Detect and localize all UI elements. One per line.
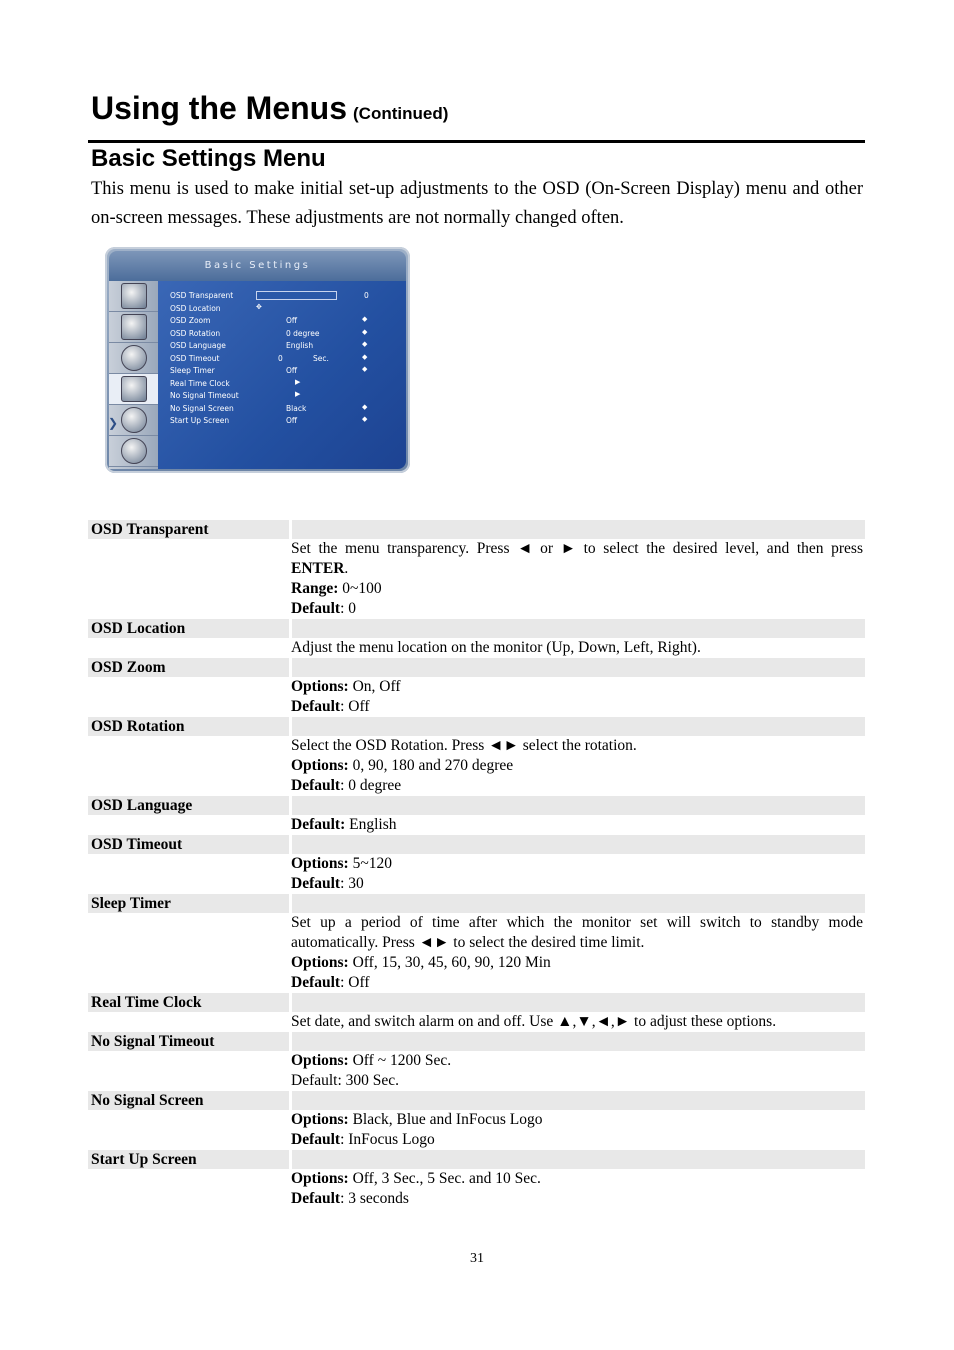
setting-line [291,1071,863,1091]
adjust-icon: ◆ [362,315,368,323]
setting-line-label: Options: [291,1111,349,1128]
adjust-icon: ◆ [362,402,368,411]
setting-header-row [88,894,865,913]
section-title: Basic Settings Menu [91,145,326,172]
osd-tab-audio [109,343,158,374]
page-title-suffix: (Continued) [353,104,449,123]
osd-row-label: No Signal Screen [170,403,234,413]
setting-line-label: Default [291,875,341,892]
setting-line [291,1130,863,1150]
setting-name: OSD Location [91,620,186,637]
setting-line-label: Default [291,777,341,794]
picture-tools-icon [121,283,147,309]
setting-line-text: : 0 [340,600,357,617]
setting-line-text: 0, 90, 180 and 270 degree [348,757,514,774]
setting-line [291,1051,863,1071]
setting-line [291,1110,863,1130]
setting-line-label: Options: [291,1170,349,1187]
osd-menu-screenshot [105,247,410,473]
setting-header-row [88,993,865,1012]
setting-name: No Signal Screen [91,1092,204,1109]
osd-tab-basic-settings [109,374,158,405]
setting-line-keyword: ENTER [291,560,345,577]
setting-line-text: : 3 seconds [340,1190,409,1207]
osd-row-label: Real Time Clock [170,378,230,388]
page-title [91,90,448,127]
setting-line [291,854,863,874]
setting-line-label: Options: [291,1052,349,1069]
osd-row-label: No Signal Timeout [170,391,239,400]
setting-line [291,815,863,835]
osd-row-value: 0 degree [286,328,320,338]
setting-line [291,756,863,776]
setting-line [291,599,863,619]
setting-line-label: Default [291,698,341,715]
osd-row-value: 0 [278,353,283,363]
page-number: 31 [470,1251,484,1266]
move-icon: ✥ [256,302,262,311]
osd-row-label: OSD Transparent [170,291,234,300]
setting-line-label: Options: [291,954,349,971]
setting-header-row [88,658,865,677]
setting-line [291,697,863,717]
osd-row-unit: Sec. [313,353,329,363]
osd-row-value: Black [286,403,307,413]
setting-name: OSD Rotation [91,718,185,735]
setting-line-text: : Off [340,698,370,715]
osd-transparent-slider [256,291,337,300]
setting-header-row [88,1032,865,1051]
setting-header-row [88,520,865,539]
osd-tab-picture [109,281,158,312]
osd-tab-info [109,436,158,467]
adjust-icon: ◆ [362,327,368,336]
osd-row-value: Off [286,366,298,375]
osd-row-label: Sleep Timer [170,366,215,375]
setting-line [291,1012,863,1032]
setting-line-label: Options: [291,855,349,872]
display-icon [121,314,147,340]
setting-description [88,1012,865,1032]
setting-line-label: Default [291,974,341,991]
setting-line [291,638,863,658]
setting-line-text: 0~100 [338,580,382,597]
setting-header-row [88,1150,865,1169]
setting-line-label: Options: [291,757,349,774]
setting-header-row [88,1091,865,1110]
setting-name: No Signal Timeout [91,1033,215,1050]
page-title-text: Using the Menus [91,90,348,126]
adjust-icon: ◆ [362,340,368,348]
setting-line [291,1169,863,1189]
adjust-icon: ◆ [362,415,368,423]
setting-line [291,973,863,993]
setting-description [88,638,865,658]
setting-name: OSD Transparent [91,521,209,538]
chevron-right-icon: ❯ [108,416,119,430]
setting-line-text: Set up a period of time after which the monitor set will switch to standby mode automatically. Press ◄► to select the desired time limit. [291,914,863,951]
setting-name: OSD Language [91,797,193,814]
setting-name: Real Time Clock [91,994,202,1011]
setting-line-tail: . [344,560,349,577]
submenu-arrow-icon: ▶ [295,390,301,398]
setting-line-label: Default [291,1131,341,1148]
osd-menu-title: Basic Settings [109,251,406,281]
setting-description [88,736,865,796]
setting-description [88,539,865,619]
setting-line [291,953,863,973]
setting-line [291,776,863,796]
osd-tab-display [109,312,158,343]
setting-name: OSD Zoom [91,659,166,676]
submenu-arrow-icon: ▶ [295,377,301,386]
setting-line [291,579,863,599]
setting-line-text: : InFocus Logo [340,1131,435,1148]
speaker-icon [121,345,147,371]
gear-icon [121,407,147,433]
setting-line [291,913,863,953]
setting-name: Sleep Timer [91,895,171,912]
setting-description [88,1169,865,1209]
setting-line-label: Default [291,600,341,617]
setting-name: Start Up Screen [91,1151,197,1168]
setting-header-row [88,619,865,638]
setting-header-row [88,796,865,815]
osd-menu-panel [158,281,406,469]
setting-line-text: 5~120 [348,855,392,872]
setting-line-label: Default [291,1190,341,1207]
osd-row-value: 0 [364,291,369,300]
setting-line-text: : 30 [340,875,364,892]
osd-row-label: OSD Zoom [170,316,211,325]
setting-line-text: Select the OSD Rotation. Press ◄► select the rotation. [291,737,637,754]
setting-line-text: : 0 degree [340,777,402,794]
adjust-icon: ◆ [362,365,368,373]
setting-line-label: Options: [291,678,349,695]
osd-row-label: OSD Rotation [170,328,221,338]
osd-row-value: English [286,341,314,350]
setting-line-text: Default: 300 Sec. [291,1072,400,1089]
setting-line [291,677,863,697]
setting-line-label: Range: [291,580,339,597]
osd-row-label: OSD Location [170,303,221,313]
setting-line-label: Default: [291,816,346,833]
setting-line-text: On, Off [348,678,401,695]
settings-table [88,520,865,1209]
setting-name: OSD Timeout [91,836,183,853]
setting-description [88,854,865,894]
setting-header-row [88,835,865,854]
setting-line-text: Off ~ 1200 Sec. [348,1052,452,1069]
osd-row-label: OSD Language [170,341,226,350]
info-icon [121,438,147,464]
settings-tools-icon [121,376,147,402]
setting-line [291,539,863,579]
setting-line-text: Adjust the menu location on the monitor (Up, Down, Left, Right). [291,639,701,656]
setting-description [88,1110,865,1150]
setting-line-text: : Off [340,974,370,991]
setting-description [88,677,865,717]
setting-line-text: Off, 3 Sec., 5 Sec. and 10 Sec. [348,1170,541,1187]
title-rule [88,140,865,143]
osd-row-value: Off [286,416,298,425]
osd-row-label: OSD Timeout [170,353,220,363]
setting-line-text: Set date, and switch alarm on and off. Use ▲,▼,◄,► to adjust these options. [291,1013,777,1030]
setting-line-text: English [345,816,397,833]
setting-description [88,913,865,993]
osd-row-value: Off [286,316,298,325]
osd-menu-sidebar [109,281,158,469]
section-intro: This menu is used to make initial set-up adjustments to the OSD (On-Screen Display) menu and other on-screen messages. These adjustments are not normally changed often. [91,179,863,228]
setting-line [291,1189,863,1209]
setting-line-text: Set the menu transparency. Press ◄ or ► to select the desired level, and then press [291,540,863,557]
setting-line-text: Off, 15, 30, 45, 60, 90, 120 Min [348,954,551,971]
setting-header-row [88,717,865,736]
setting-description [88,1051,865,1091]
adjust-icon: ◆ [362,352,368,361]
setting-line [291,874,863,894]
osd-row-label: Start Up Screen [170,416,230,425]
setting-description [88,815,865,835]
setting-line [291,736,863,756]
setting-line-text: Black, Blue and InFocus Logo [348,1111,543,1128]
